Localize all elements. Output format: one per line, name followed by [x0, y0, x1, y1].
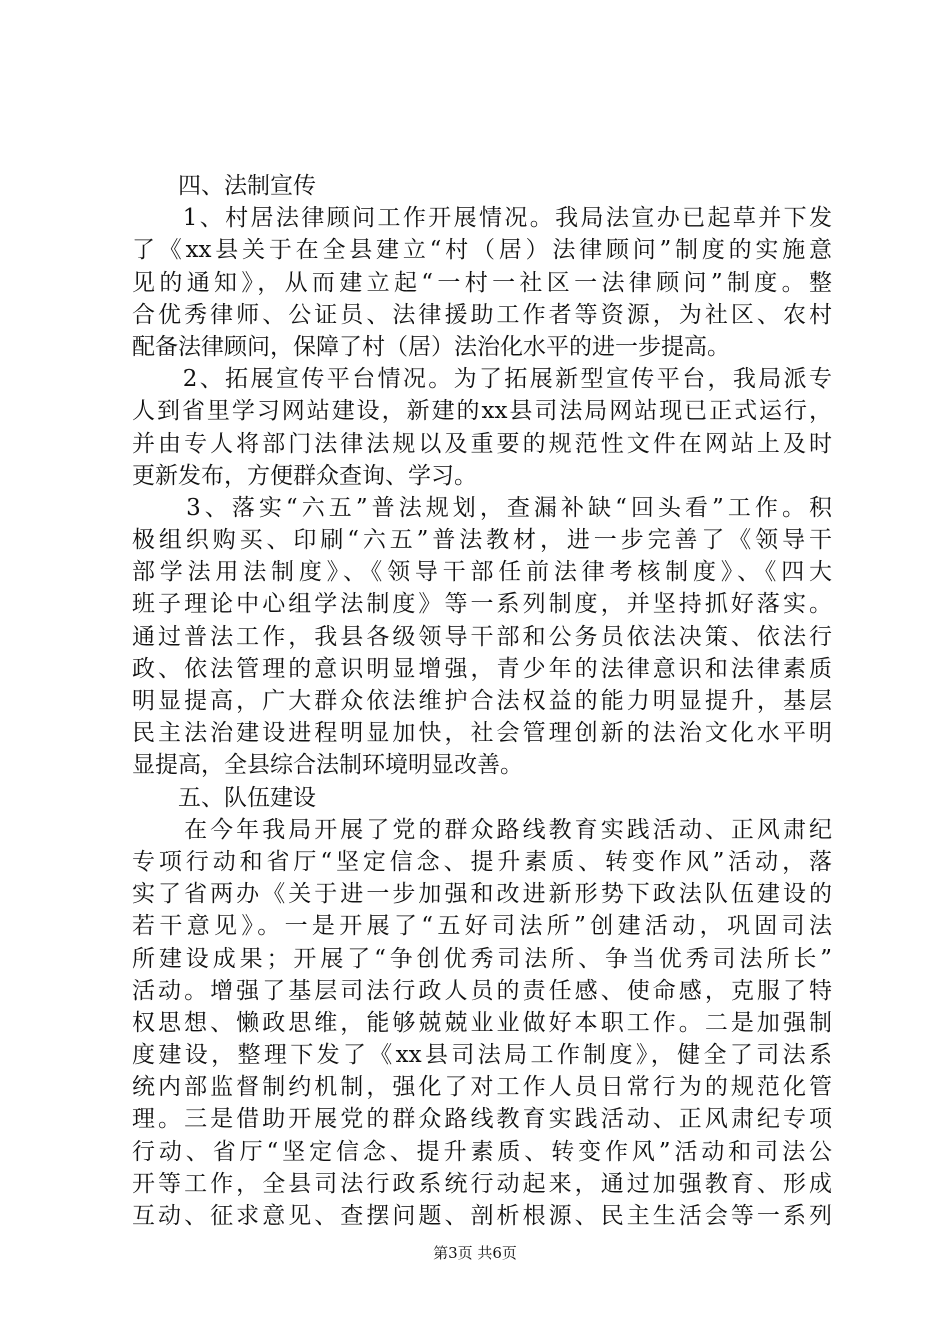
text-line: 在今年我局开展了党的群众路线教育实践活动、正风肃纪 — [132, 816, 832, 843]
text-line: 配备法律顾问，保障了村（居）法治化水平的进一步提高。 — [132, 333, 730, 360]
text-line: 开等工作，全县司法行政系统行动起来，通过加强教育、形成 — [132, 1170, 832, 1197]
text-line: 政、依法管理的意识明显增强，青少年的法律意识和法律素质 — [132, 655, 832, 682]
text-line: 活动。增强了基层司法行政人员的责任感、使命感，克服了特 — [132, 977, 832, 1004]
text-line: 3、落实“六五”普法规划，查漏补缺“回头看”工作。积 — [132, 494, 832, 521]
text-line: 专项行动和省厅“坚定信念、提升素质、转变作风”活动，落 — [132, 848, 832, 875]
document-body — [132, 170, 832, 1232]
text-line: 五、队伍建设 — [132, 784, 316, 811]
text-line: 明显提高，广大群众依法维护合法权益的能力明显提升，基层 — [132, 688, 832, 714]
text-line: 极组织购买、印刷“六五”普法教材，进一步完善了《领导干 — [132, 527, 832, 554]
text-line: 人到省里学习网站建设，新建的xx县司法局网站现已正式运行， — [132, 398, 832, 425]
text-line: 四、法制宣传 — [132, 173, 316, 199]
text-line: 所建设成果；开展了“争创优秀司法所、争当优秀司法所长” — [132, 945, 832, 972]
text-line: 理。三是借助开展党的群众路线教育实践活动、正风肃纪专项 — [132, 1106, 832, 1133]
text-line: 部学法用法制度》、《领导干部任前法律考核制度》、《四大 — [132, 559, 832, 586]
text-line: 实了省两办《关于进一步加强和改进新形势下政法队伍建设的 — [132, 881, 832, 908]
text-line: 并由专人将部门法律法规以及重要的规范性文件在网站上及时 — [132, 430, 832, 457]
text-line: 见的通知》，从而建立起“一村一社区一法律顾问”制度。整 — [132, 269, 832, 296]
text-line: 合优秀律师、公证员、法律援助工作者等资源，为社区、农村 — [132, 301, 832, 328]
text-line: 班子理论中心组学法制度》等一系列制度，并坚持抓好落实。 — [132, 591, 832, 618]
text-line: 2、拓展宣传平台情况。为了拓展新型宣传平台，我局派专 — [132, 366, 832, 393]
text-line: 统内部监督制约机制，强化了对工作人员日常行为的规范化管 — [132, 1074, 832, 1101]
text-line: 1、村居法律顾问工作开展情况。我局法宣办已起草并下发 — [132, 205, 832, 232]
text-line: 若干意见》。一是开展了“五好司法所”创建活动，巩固司法 — [132, 913, 832, 940]
text-line: 了《xx县关于在全县建立“村（居）法律顾问”制度的实施意 — [132, 237, 832, 264]
text-line: 民主法治建设进程明显加快，社会管理创新的法治文化水平明 — [132, 720, 832, 747]
text-line: 度建设，整理下发了《xx县司法局工作制度》，健全了司法系 — [132, 1042, 832, 1069]
text-line: 权思想、懒政思维，能够兢兢业业做好本职工作。二是加强制 — [132, 1009, 832, 1036]
text-line: 显提高，全县综合法制环境明显改善。 — [132, 752, 523, 779]
page-number-footer: 第3页 共6页 — [433, 1244, 517, 1262]
text-line: 互动、征求意见、查摆问题、剖析根源、民主生活会等一系列 — [132, 1203, 832, 1229]
text-line: 行动、省厅“坚定信念、提升素质、转变作风”活动和司法公 — [132, 1138, 832, 1165]
text-line: 通过普法工作，我县各级领导干部和公务员依法决策、依法行 — [132, 623, 832, 650]
text-line: 更新发布，方便群众查询、学习。 — [132, 462, 477, 489]
